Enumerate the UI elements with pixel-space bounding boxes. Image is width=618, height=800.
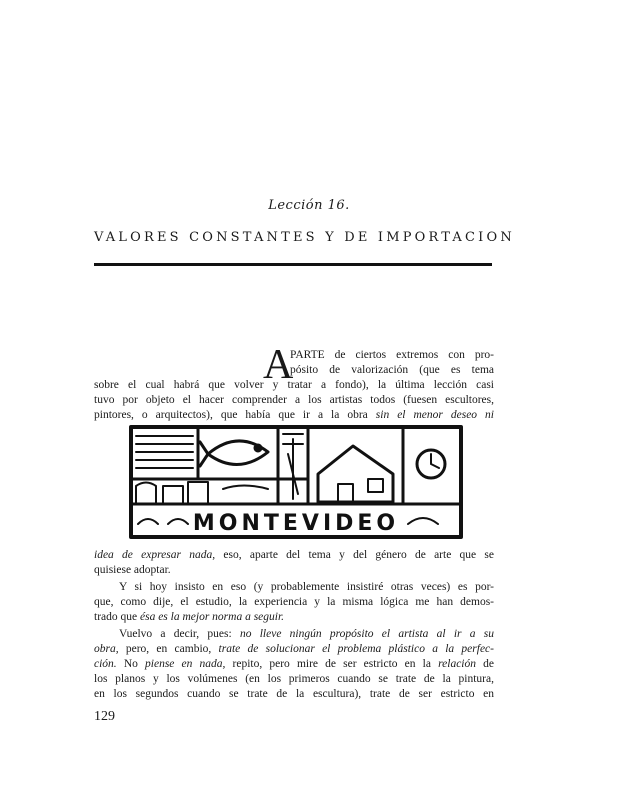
- illustration-inscription: MONTEVIDEO: [192, 511, 400, 536]
- text-line: [94, 408, 494, 423]
- text-span: pintores, o arquitectos), que había que ir a la obra: [94, 409, 376, 421]
- text-line: los planos y los volúmenes (en los primeros cuando se trate de la pintura,: [94, 673, 494, 685]
- text-line: [94, 642, 494, 657]
- italic-span: idea de expresar nada,: [94, 549, 216, 561]
- text-span: eso, aparte del tema y del género de arte que se: [215, 549, 494, 561]
- italic-span: ción.: [94, 658, 117, 670]
- text-span: de: [476, 658, 495, 670]
- text-line: Y si hoy insisto en eso (y probablemente insistiré otras veces) es por-: [119, 581, 494, 593]
- text-line: [290, 348, 494, 363]
- italic-span: sin el menor deseo ni: [375, 409, 495, 421]
- text-line: [94, 548, 494, 563]
- text-line: tuvo por objeto el hacer comprender a los artistas todos (fuesen escultores,: [94, 394, 494, 406]
- lesson-heading: Lección 16.: [268, 198, 350, 213]
- text-line: que, como dije, el estudio, la experiencia y la misma lógica me han demos-: [94, 596, 494, 608]
- italic-span: relación: [438, 658, 477, 670]
- text-span: No: [116, 658, 146, 670]
- text-line: [94, 610, 494, 625]
- italic-span: obra,: [94, 643, 119, 655]
- small-caps-word: PARTE: [290, 349, 325, 361]
- italic-span: trate de solucionar el problema plástico a la perfec-: [218, 643, 494, 655]
- text-line: quisiese adoptar.: [94, 564, 171, 576]
- title-rule: [94, 263, 492, 266]
- italic-span: piense en nada,: [145, 658, 226, 670]
- text-span: trado que: [94, 611, 140, 623]
- text-line: [94, 657, 494, 672]
- text-span: de ciertos extremos con pro-: [324, 349, 494, 361]
- text-line: en los segundos cuando se trate de la escultura), trate de ser estricto en: [94, 688, 494, 700]
- page-number: 129: [94, 709, 115, 724]
- text-span: Vuelvo a decir, pues:: [119, 628, 240, 640]
- italic-span: no lleve ningún propósito el artista al ir a su: [239, 628, 494, 640]
- montevideo-woodcut-illustration: [128, 424, 464, 540]
- chapter-title: VALORES CONSTANTES Y DE IMPORTACION: [94, 230, 515, 245]
- text-line: sobre el cual habrá que volver y tratar a fondo), la última lección casi: [94, 379, 494, 391]
- text-span: pero, en cambio,: [118, 643, 219, 655]
- italic-span: ésa es la mejor norma a seguir.: [139, 611, 285, 623]
- text-span: repito, pero mire de ser estricto en la: [225, 658, 439, 670]
- text-line: pósito de valorización (que es tema: [290, 364, 494, 376]
- drop-cap: A: [263, 342, 294, 388]
- text-line: [94, 627, 494, 642]
